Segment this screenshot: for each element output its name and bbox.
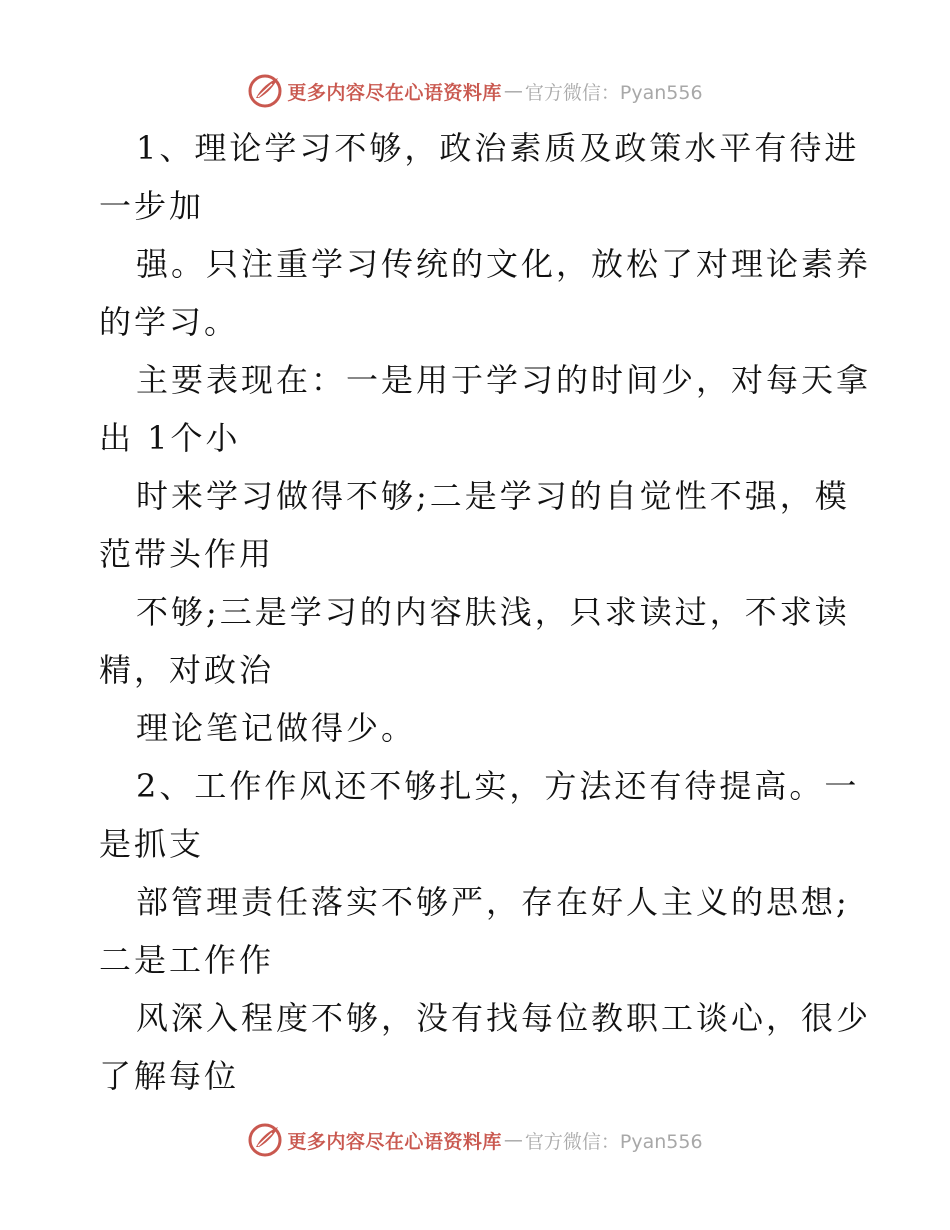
watermark-separator: —: [503, 1129, 523, 1151]
watermark-wechat: 官方微信：Pyan556: [524, 1130, 703, 1153]
text-line: 二是工作作: [99, 941, 275, 979]
text-line: 一步加: [99, 187, 205, 225]
text-line: 出 1个小: [99, 419, 241, 457]
text-line: 是抓支: [99, 825, 205, 863]
header-watermark: [0, 71, 950, 111]
watermark-wechat: 官方微信：Pyan556: [524, 81, 703, 104]
text-line: 风深入程度不够，没有找每位教职工谈心，很少: [136, 999, 872, 1037]
text-line: 了解每位: [99, 1057, 240, 1095]
quill-logo-icon: [247, 1122, 283, 1158]
watermark-brand: 更多内容尽在心语资料库: [287, 81, 502, 104]
footer-watermark: [0, 1120, 950, 1160]
quill-logo-icon: [247, 73, 283, 109]
text-line: 主要表现在：一是用于学习的时间少，对每天拿: [136, 361, 872, 399]
text-line: 不够;三是学习的内容肤浅，只求读过，不求读: [136, 593, 850, 631]
text-line: 1、理论学习不够，政治素质及政策水平有待进: [136, 129, 860, 167]
text-line: 范带头作用: [99, 535, 275, 573]
text-line: 的学习。: [99, 303, 240, 341]
text-line: 时来学习做得不够;二是学习的自觉性不强，模: [136, 477, 850, 515]
text-line: 2、工作作风还不够扎实，方法还有待提高。一: [136, 767, 860, 805]
watermark-separator: —: [503, 80, 523, 102]
text-line: 精，对政治: [99, 651, 275, 689]
text-line: 理论笔记做得少。: [136, 709, 417, 747]
watermark-brand: 更多内容尽在心语资料库: [287, 1130, 502, 1153]
text-line: 强。只注重学习传统的文化，放松了对理论素养: [136, 245, 872, 283]
text-line: 部管理责任落实不够严，存在好人主义的思想;: [136, 883, 850, 921]
